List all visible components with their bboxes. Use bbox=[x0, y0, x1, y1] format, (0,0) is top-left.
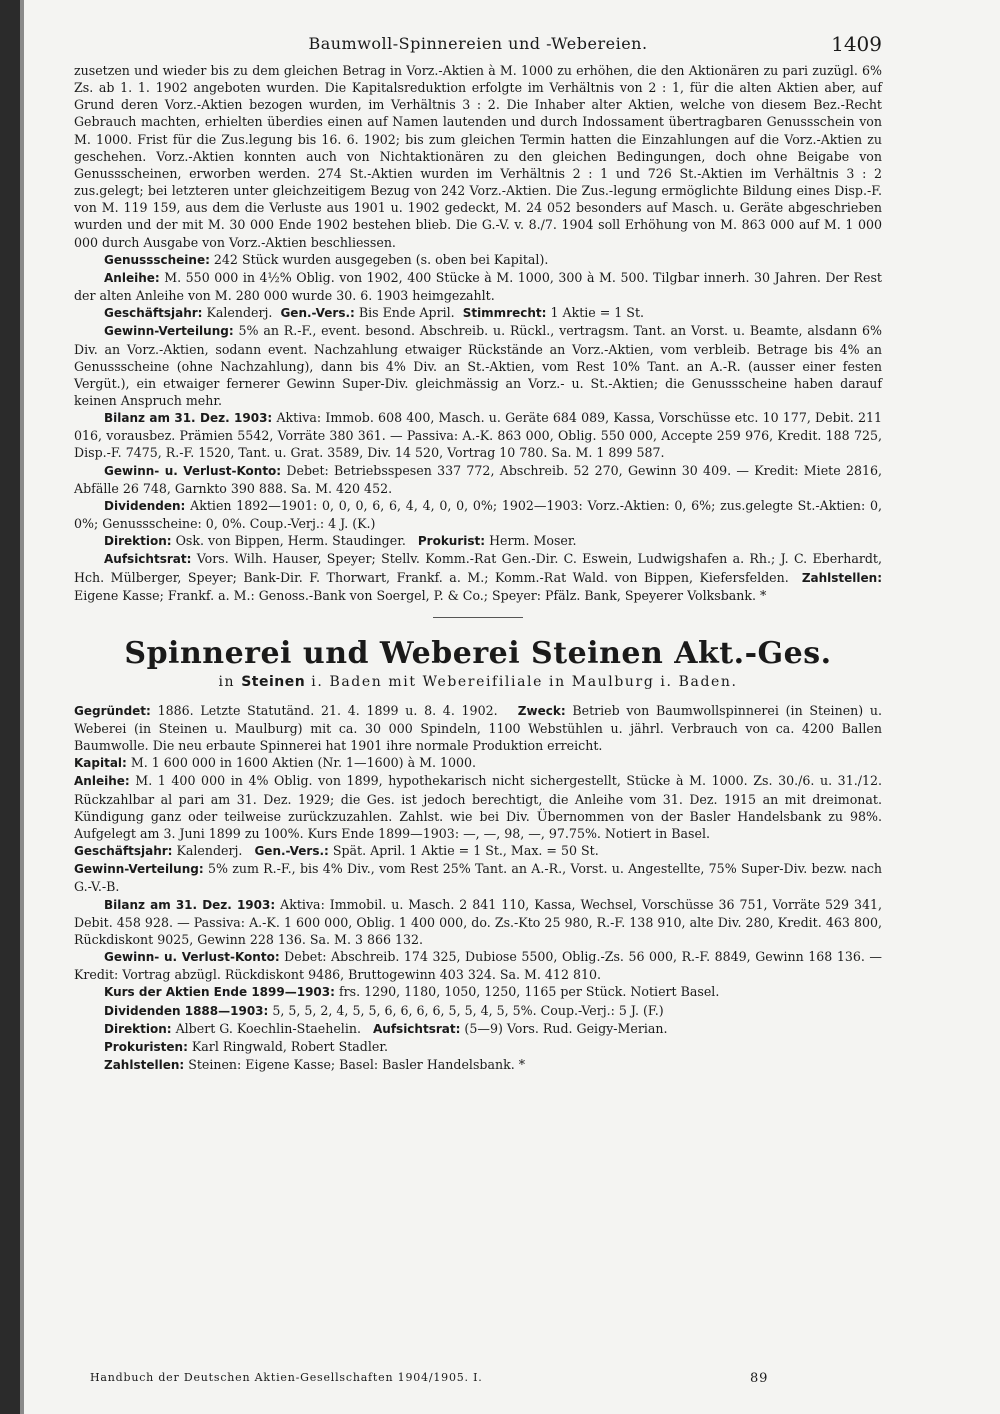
zahlstellen2-text: Steinen: Eigene Kasse; Basel: Basler Handelsbank. * bbox=[188, 1056, 526, 1072]
section-divider bbox=[433, 617, 523, 618]
zweck-label: Zweck: bbox=[517, 703, 566, 718]
genussscheine-text: 242 Stück wurden ausgegeben (s. oben bei Kapital). bbox=[213, 251, 549, 267]
document-page bbox=[74, 28, 882, 1074]
direktion2-text: Albert G. Koechlin-Staehelin. bbox=[175, 1020, 361, 1036]
intro-paragraph: zusetzen und wieder bis zu dem gleichen Betrag in Vorz.-Aktien à M. 1000 zu erhöhen, die den Aktionären zu pari zuzügl. 6% Zs. ab 1. 1. 1902 angeboten wurden. Die Kapitalsreduktion erfolgte im Verhältnis von 2 : 1, für die alten Aktien aber, auf Grund deren Vorz.-Aktien bezogen wurden, im Verhältnis 3 : 2. Die Inhaber alter Aktien, welche von diesem Bez.-Recht Gebrauch machten, erhielten überdies einen auf Namen lautenden und durch Indossament übertragbaren Genussschein von M. 1000. Frist für die Zus.legung bis 16. 6. 1902; bis zum gleichen Termin hatten die Einzahlungen auf die Vorz.-Aktien zu geschehen. Vorz.-Aktien konnten auch von Nichtaktionären zu den gleichen Bedingungen, doch ohne Beigabe von Genussscheinen, erworben werden. 274 St.-Aktien wurden im Verhältnis 2 : 1 und 726 St.-Aktien im Verhältnis 3 : 2 zus.gelegt; bei letzteren unter gleichzeitigem Bezug von 242 Vorz.-Aktien. Die Zus.-legung ermöglichte Bildung eines Disp.-F. von M. 119 159, aus dem die Verluste aus 1901 u. 1902 gedeckt, M. 24 052 besonders auf Masch. u. Geräte abgeschrieben wurden und der mit M. 30 000 Ende 1902 bestehen blieb. Die G.-V. v. 8./7. 1904 soll Erhöhung von M. 863 000 auf M. 1 000 000 durch Ausgabe von Vorz.-Aktien beschliessen. bbox=[74, 63, 882, 250]
stimmrecht-label: Stimmrecht: bbox=[462, 306, 547, 321]
ar-label: Aufsichtsrat: bbox=[104, 552, 192, 567]
stimmrecht-text: 1 Aktie = 1 St. bbox=[550, 305, 645, 321]
zweck-text: Betrieb von Baumwollspinnerei (in Steinen) u. Weberei (in Steinen u. Maulburg) mit ca. 30 000 Spindeln, 1100 Webstühlen u. jährl. Verbrauch von ca. 4200 Ballen Baumwolle. Die neu erbaute Spinnerei hat 1901 ihre normale Produktion erreicht. bbox=[74, 702, 883, 754]
prokuristen-label: Prokuristen: bbox=[104, 1039, 188, 1054]
kurs-text: frs. 1290, 1180, 1050, 1250, 1165 per Stück. Notiert Basel. bbox=[338, 984, 720, 1000]
zahlstellen-text: Eigene Kasse; Frankf. a. M.: Genoss.-Bank von Soergel, P. & Co.; Speyer: Pfälz. Bank, Speyerer Volksbank. * bbox=[74, 587, 767, 603]
running-header bbox=[74, 28, 882, 62]
zahlstellen2-entry bbox=[74, 1056, 882, 1074]
bilanz-entry bbox=[74, 409, 882, 461]
kurs-label: Kurs der Aktien Ende 1899—1903: bbox=[104, 985, 335, 1000]
geschaeftsjahr2-entry bbox=[74, 842, 882, 860]
bilanz2-label: Bilanz am 31. Dez. 1903: bbox=[104, 897, 276, 912]
subtitle-prefix: in bbox=[218, 673, 236, 690]
guv2-text: Debet: Abschreib. 174 325, Dubiose 5500, Oblig.-Zs. 56 000, R.-F. 8849, Gewinn 168 136. — Kredit: Vortrag abzügl. Rückdiskont 9486, Bruttogewinn 403 324. Sa. M. 412 810. bbox=[74, 949, 882, 983]
genussscheine-entry bbox=[74, 251, 882, 269]
anleihe2-text: M. 1 400 000 in 4% Oblig. von 1899, hypothekarisch nicht sichergestellt, Stücke à M. 1000. Zs. 30./6. u. 31./12. Rückzahlbar al pari am 31. Dez. 1929; die Ges. ist jedoch berechtigt, die Anleihe vom 31. Dez. 1915 an mit dreimonat. Kündigung ganz oder teilweise zurückzuzahlen. Zahlst. wie bei Div. Übernommen von der Basler Handelsbank zu 98%. Aufgelegt am 3. Juni 1899 zu 100%. Kurs Ende 1899—1903: —, —, 98, —, 97.75%. Notiert in Basel. bbox=[74, 773, 882, 841]
gv2-text: Spät. April. 1 Aktie = 1 St., Max. = 50 St. bbox=[332, 843, 599, 859]
div-label: Dividenden: bbox=[104, 498, 186, 513]
anleihe2-entry bbox=[74, 772, 882, 842]
anleihe-entry bbox=[74, 269, 882, 304]
anleihe2-label: Anleihe: bbox=[74, 774, 130, 789]
dividenden2-entry bbox=[74, 1002, 882, 1020]
div2-text: 5, 5, 5, 2, 4, 5, 5, 6, 6, 6, 6, 5, 5, 4, 5, 5%. Coup.-Verj.: 5 J. (F.) bbox=[272, 1002, 664, 1018]
subtitle-town: Steinen bbox=[241, 673, 306, 690]
guv-label: Gewinn- u. Verlust-Konto: bbox=[104, 463, 282, 478]
genussscheine-label: Genussscheine: bbox=[104, 252, 210, 267]
ar2-label: Aufsichtsrat: bbox=[373, 1021, 461, 1036]
div2-label: Dividenden 1888—1903: bbox=[104, 1003, 269, 1018]
div-text: Aktien 1892—1901: 0, 0, 0, 6, 6, 4, 4, 0, 0, 0%; 1902—1903: Vorz.-Aktien: 0, 6%; zus.gelegte St.-Aktien: 0, 0%; Genussscheine: 0, 0%. Coup.-Verj.: 4 J. (K.) bbox=[74, 497, 882, 532]
kapital-text: M. 1 600 000 in 1600 Aktien (Nr. 1—1600) à M. 1000. bbox=[130, 755, 477, 771]
ar2-text: (5—9) Vors. Rud. Geigy-Merian. bbox=[464, 1020, 668, 1036]
guv2-entry bbox=[74, 948, 882, 983]
header-title: Baumwoll-Spinnereien und -Webereien. bbox=[308, 34, 648, 53]
gj-text: Kalenderj. bbox=[206, 305, 273, 321]
gegruendet-label: Gegründet: bbox=[74, 703, 151, 718]
zahlstellen2-label: Zahlstellen: bbox=[104, 1057, 185, 1072]
guv2-label: Gewinn- u. Verlust-Konto: bbox=[104, 950, 280, 965]
gj-label: Geschäftsjahr: bbox=[104, 306, 203, 321]
bilanz-text: Aktiva: Immob. 608 400, Masch. u. Geräte 684 089, Kassa, Vorschüsse etc. 10 177, Debit. 211 016, vorausbez. Prämien 5542, Vorräte 380 361. — Passiva: A.-K. 863 000, Oblig. 550 000, Accepte 259 976, Kredit. 188 725, Disp.-F. 7475, R.-F. 1520, Tant. u. Grat. 3589, Div. 14 520, Vortrag 10 780. Sa. M. 1 899 587. bbox=[74, 410, 882, 461]
direktion2-entry bbox=[74, 1020, 882, 1038]
gv2-label: Gen.-Vers.: bbox=[254, 844, 329, 859]
gewinn-verteilung-entry bbox=[74, 322, 882, 409]
gewinn2-label: Gewinn-Verteilung: bbox=[74, 862, 204, 877]
gegruendet-entry bbox=[74, 702, 882, 754]
guv-text: Debet: Betriebsspesen 337 772, Abschreib. 52 270, Gewinn 30 409. — Kredit: Miete 2816, Abfälle 26 748, Garnkto 390 888. Sa. M. 420 452. bbox=[74, 462, 882, 496]
bilanz2-text: Aktiva: Immobil. u. Masch. 2 841 110, Kassa, Wechsel, Vorschüsse 36 751, Vorräte 529 341, Debit. 458 928. — Passiva: A.-K. 1 600 000, Oblig. 1 400 000, do. Zs.-Kto 25 980, R.-F. 138 910, alte Div. 280, Kredit. 463 800, Rückdiskont 9025, Gewinn 228 136. Sa. M. 3 866 132. bbox=[74, 896, 882, 947]
gewinn-text: 5% an R.-F., event. besond. Abschreib. u. Rückl., vertragsm. Tant. an Vorst. u. Beamte, alsdann 6% Div. an Vorz.-Aktien, sodann event. Nachzahlung etwaiger Rückstände an Vorz.-Aktien, vom verbleib. Betrage bis 4% an Genussscheine (ohne Nachzahlung), dann bis 4% Div. an St.-Aktien, vom Rest 10% Tant. an A.-R. (ausser einer festen Vergüt.), ein etwaiger fernerer Gewinn Super-Div. gleichmässig an Vorz.- u. St.-Aktien; die Genussscheine haben darauf keinen Anspruch mehr. bbox=[74, 323, 883, 408]
company-title: Spinnerei und Weberei Steinen Akt.-Ges. bbox=[124, 635, 832, 671]
geschaeftsjahr-entry bbox=[74, 304, 882, 322]
book-binding-shadow bbox=[20, 0, 24, 1414]
kapital-entry bbox=[74, 754, 882, 772]
gv-label: Gen.-Vers.: bbox=[280, 306, 355, 321]
gewinn2-entry bbox=[74, 860, 882, 895]
direktion-text: Osk. von Bippen, Herm. Staudinger. bbox=[175, 533, 406, 549]
bilanz-label: Bilanz am 31. Dez. 1903: bbox=[104, 411, 273, 426]
guv-entry bbox=[74, 462, 882, 497]
gv-text: Bis Ende April. bbox=[358, 305, 455, 321]
ar-text: Vors. Wilh. Hauser, Speyer; Stellv. Komm.-Rat Gen.-Dir. C. Eswein, Ludwigshafen a. Rh.; J. C. Eberhardt, Hch. Mülberger, Speyer; Bank-Dir. F. Thorwart, Frankf. a. M.; Komm.-Rat Wald. von Bippen, Kiefersfelden. bbox=[74, 551, 882, 585]
direktion2-label: Direktion: bbox=[104, 1021, 172, 1036]
footer-source: Handbuch der Deutschen Aktien-Gesellschaften 1904/1905. I. bbox=[90, 1371, 483, 1384]
direktion-label: Direktion: bbox=[104, 534, 172, 549]
bilanz2-entry bbox=[74, 896, 882, 948]
aufsichtsrat-entry bbox=[74, 550, 882, 603]
gewinn-label: Gewinn-Verteilung: bbox=[104, 324, 234, 339]
anleihe-label: Anleihe: bbox=[104, 270, 160, 285]
dividenden-entry bbox=[74, 497, 882, 532]
kapital-label: Kapital: bbox=[74, 756, 127, 771]
prokurist-label: Prokurist: bbox=[417, 534, 486, 549]
direktion-entry bbox=[74, 532, 882, 550]
page-footer bbox=[90, 1371, 790, 1384]
company-subtitle bbox=[74, 674, 882, 690]
footer-signature: 89 bbox=[750, 1371, 769, 1386]
prokuristen-entry bbox=[74, 1038, 882, 1056]
gj2-label: Geschäftsjahr: bbox=[74, 844, 173, 859]
prokuristen-text: Karl Ringwald, Robert Stadler. bbox=[191, 1038, 388, 1054]
gewinn2-text: 5% zum R.-F., bis 4% Div., vom Rest 25% Tant. an A.-R., Vorst. u. Angestellte, 75% Super-Div. bezw. nach G.-V.-B. bbox=[74, 861, 882, 895]
anleihe-text: M. 550 000 in 4½% Oblig. von 1902, 400 Stücke à M. 1000, 300 à M. 500. Tilgbar innerh. 30 Jahren. Der Rest der alten Anleihe von M. 280 000 wurde 30. 6. 1903 heimgezahlt. bbox=[74, 269, 882, 304]
book-binding-edge bbox=[0, 0, 20, 1414]
zahlstellen-label: Zahlstellen: bbox=[801, 570, 882, 585]
kurs-entry bbox=[74, 983, 882, 1001]
page-number: 1409 bbox=[831, 32, 882, 56]
subtitle-rest: i. Baden mit Webereifiliale in Maulburg i. Baden. bbox=[311, 673, 738, 690]
gegruendet-text: 1886. Letzte Statutänd. 21. 4. 1899 u. 8. 4. 1902. bbox=[157, 702, 498, 718]
prokurist-text: Herm. Moser. bbox=[489, 533, 577, 549]
gj2-text: Kalenderj. bbox=[176, 843, 243, 859]
